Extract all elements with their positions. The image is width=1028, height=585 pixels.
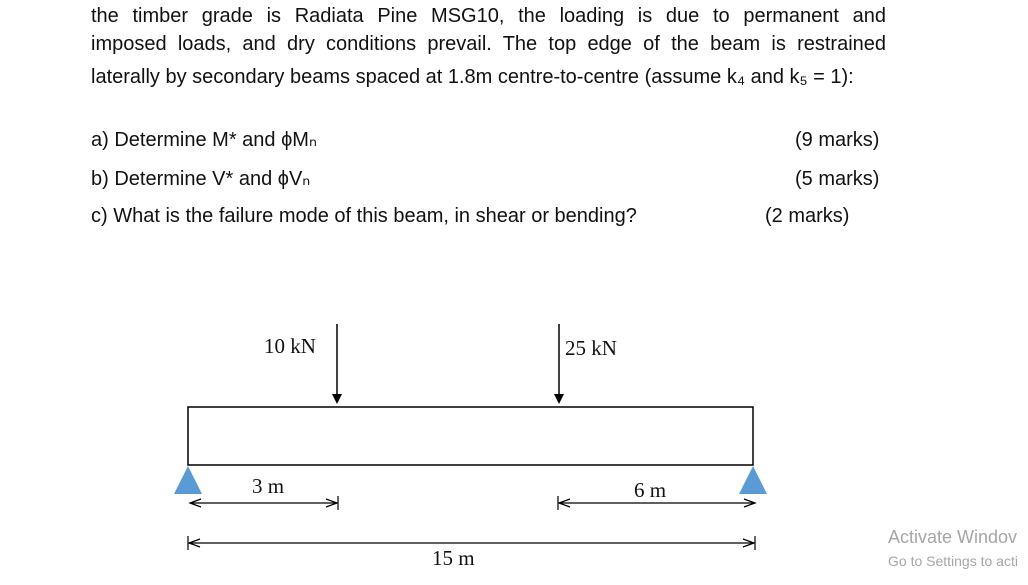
load-arrow-left [332,324,342,404]
marks-c: (2 marks) [765,205,850,227]
beam-rectangle [188,407,753,465]
dimension-label-right: 6 m [634,478,667,502]
activate-windows-title: Activate Windov [888,527,1018,547]
marks-a: (9 marks) [795,129,880,151]
activate-windows-subtitle: Go to Settings to acti [888,553,1018,569]
dimension-label-left: 3 m [252,474,285,498]
load-label-left: 10 kN [264,334,316,358]
question-b: b) Determine V* and ϕVₙ [91,168,311,190]
load-arrow-right [554,324,564,404]
paragraph-line-1: the timber grade is Radiata Pine MSG10, the loading is due to permanent and [91,5,886,27]
dimension-label-total: 15 m [432,546,475,570]
load-label-right: 25 kN [565,336,617,360]
paragraph-line-3: laterally by secondary beams spaced at 1.8m centre-to-centre (assume k₄ and k₅ = 1): [91,66,854,88]
support-right-icon [739,466,767,494]
support-left-icon [174,466,202,494]
marks-b: (5 marks) [795,168,880,190]
question-c: c) What is the failure mode of this beam, in shear or bending? [91,205,637,227]
question-a: a) Determine M* and ϕMₙ [91,129,317,151]
paragraph-line-2: imposed loads, and dry conditions prevail. The top edge of the beam is restrained [91,33,886,55]
